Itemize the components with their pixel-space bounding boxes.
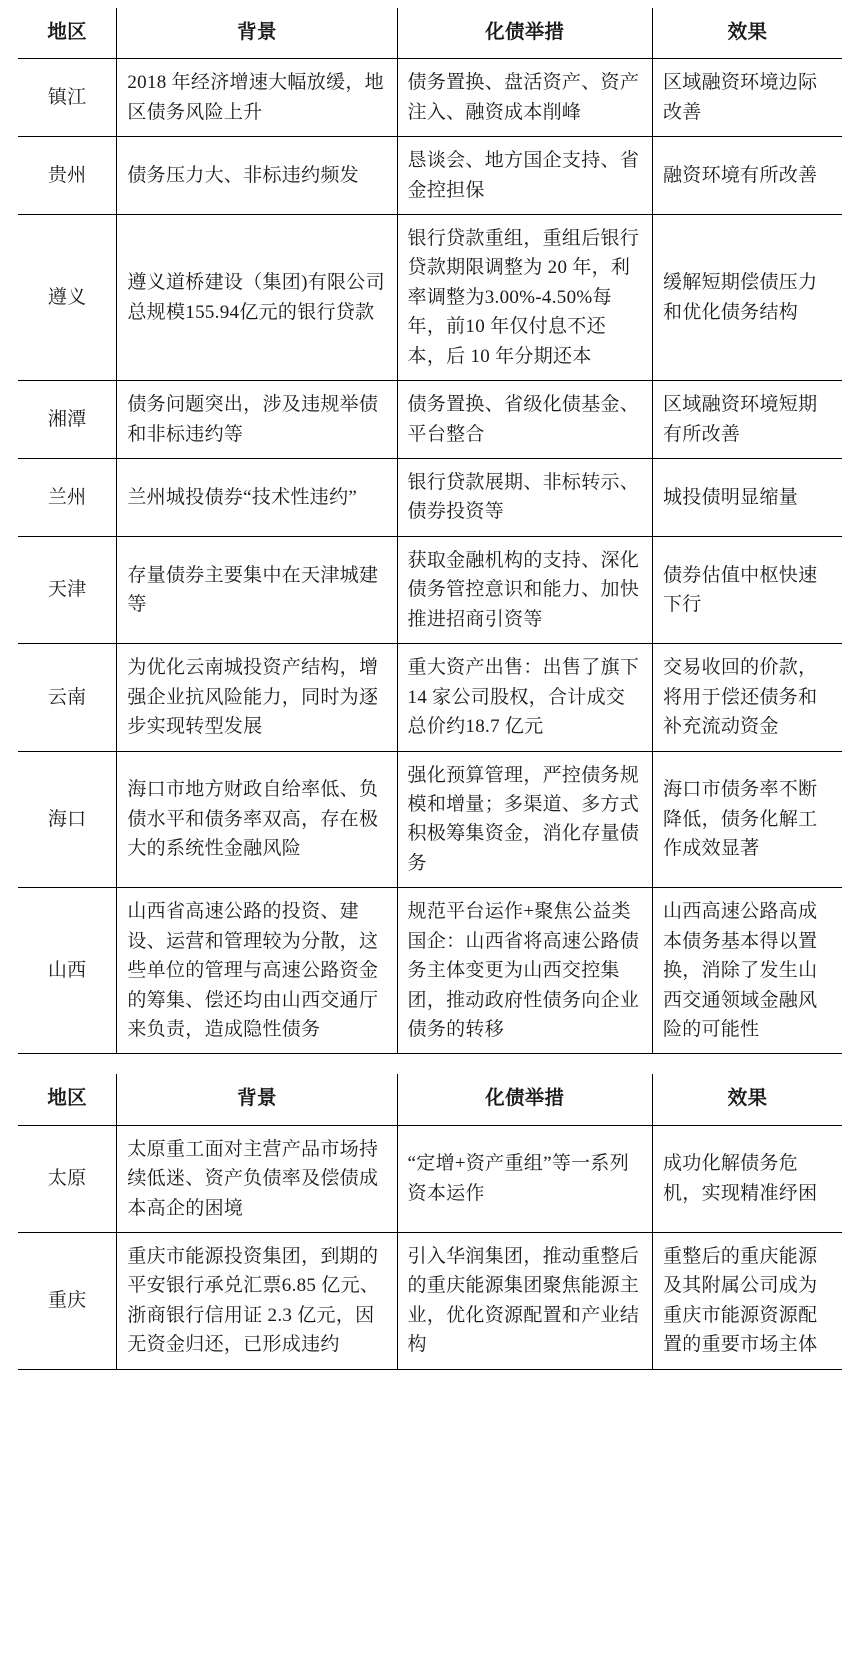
table-body-top — [18, 59, 842, 1054]
column-header-region: 地区 — [18, 8, 117, 59]
table-header-row — [18, 8, 842, 59]
cell-effect: 区域融资环境边际改善 — [652, 59, 842, 137]
table-row — [18, 381, 842, 459]
cell-action: 银行贷款重组，重组后银行贷款期限调整为 20 年，利率调整为3.00%-4.50%每年，前10 年仅付息不还本，后 10 年分期还本 — [397, 214, 652, 380]
cell-background: 存量债券主要集中在天津城建等 — [117, 536, 397, 643]
cell-region: 太原 — [18, 1125, 117, 1232]
table-row — [18, 1233, 842, 1370]
cell-effect: 山西高速公路高成本债务基本得以置换，消除了发生山西交通领域金融风险的可能性 — [652, 888, 842, 1054]
cell-action: 恳谈会、地方国企支持、省金控担保 — [397, 137, 652, 215]
column-header-action: 化债举措 — [397, 1074, 652, 1125]
cell-region: 云南 — [18, 644, 117, 751]
table-header-row — [18, 1074, 842, 1125]
table-row — [18, 459, 842, 537]
cell-region: 山西 — [18, 888, 117, 1054]
cell-effect: 城投债明显缩量 — [652, 459, 842, 537]
cell-background: 海口市地方财政自给率低、负债水平和债务率双高，存在极大的系统性金融风险 — [117, 751, 397, 888]
cell-region: 天津 — [18, 536, 117, 643]
cell-action: 重大资产出售：出售了旗下 14 家公司股权，合计成交总价约18.7 亿元 — [397, 644, 652, 751]
cell-region: 重庆 — [18, 1233, 117, 1370]
table-gap — [18, 1054, 842, 1074]
column-header-effect: 效果 — [652, 8, 842, 59]
table-row — [18, 1125, 842, 1232]
cell-region: 湘潭 — [18, 381, 117, 459]
cell-region: 镇江 — [18, 59, 117, 137]
table-row — [18, 536, 842, 643]
cell-background: 太原重工面对主营产品市场持续低迷、资产负债率及偿债成本高企的困境 — [117, 1125, 397, 1232]
cell-region: 贵州 — [18, 137, 117, 215]
cell-action: 银行贷款展期、非标转示、债券投资等 — [397, 459, 652, 537]
column-header-region: 地区 — [18, 1074, 117, 1125]
cell-effect: 重整后的重庆能源及其附属公司成为重庆市能源资源配置的重要市场主体 — [652, 1233, 842, 1370]
cell-effect: 成功化解债务危机，实现精准纾困 — [652, 1125, 842, 1232]
cell-background: 遵义道桥建设（集团)有限公司总规模155.94亿元的银行贷款 — [117, 214, 397, 380]
column-header-background: 背景 — [117, 1074, 397, 1125]
cell-effect: 融资环境有所改善 — [652, 137, 842, 215]
table-row — [18, 751, 842, 888]
table-row — [18, 137, 842, 215]
cell-action: 强化预算管理，严控债务规模和增量；多渠道、多方式积极筹集资金，消化存量债务 — [397, 751, 652, 888]
debt-resolution-table-part-2 — [18, 1074, 842, 1369]
cell-action: 引入华润集团，推动重整后的重庆能源集团聚焦能源主业，优化资源配置和产业结构 — [397, 1233, 652, 1370]
table-row — [18, 644, 842, 751]
cell-background: 债务问题突出，涉及违规举债和非标违约等 — [117, 381, 397, 459]
cell-action: 获取金融机构的支持、深化债务管控意识和能力、加快推进招商引资等 — [397, 536, 652, 643]
cell-action: “定增+资产重组”等一系列资本运作 — [397, 1125, 652, 1232]
debt-table-bottom — [18, 1074, 842, 1369]
debt-resolution-table-part-1 — [18, 8, 842, 1054]
cell-effect: 债券估值中枢快速下行 — [652, 536, 842, 643]
cell-background: 为优化云南城投资产结构，增强企业抗风险能力，同时为逐步实现转型发展 — [117, 644, 397, 751]
cell-background: 债务压力大、非标违约频发 — [117, 137, 397, 215]
table-header — [18, 8, 842, 59]
column-header-action: 化债举措 — [397, 8, 652, 59]
cell-region: 遵义 — [18, 214, 117, 380]
debt-table-top — [18, 8, 842, 1054]
cell-background: 山西省高速公路的投资、建设、运营和管理较为分散，这些单位的管理与高速公路资金的筹集、偿还均由山西交通厅来负责，造成隐性债务 — [117, 888, 397, 1054]
table-body-bottom — [18, 1125, 842, 1369]
cell-effect: 海口市债务率不断降低，债务化解工作成效显著 — [652, 751, 842, 888]
cell-action: 债务置换、盘活资产、资产注入、融资成本削峰 — [397, 59, 652, 137]
cell-effect: 缓解短期偿债压力和优化债务结构 — [652, 214, 842, 380]
cell-effect: 区域融资环境短期有所改善 — [652, 381, 842, 459]
cell-background: 2018 年经济增速大幅放缓，地区债务风险上升 — [117, 59, 397, 137]
table-row — [18, 214, 842, 380]
table-row — [18, 888, 842, 1054]
cell-background: 重庆市能源投资集团，到期的平安银行承兑汇票6.85 亿元、浙商银行信用证 2.3 亿元，因无资金归还，已形成违约 — [117, 1233, 397, 1370]
column-header-effect: 效果 — [652, 1074, 842, 1125]
cell-action: 规范平台运作+聚焦公益类国企：山西省将高速公路债务主体变更为山西交控集团，推动政府性债务向企业债务的转移 — [397, 888, 652, 1054]
cell-effect: 交易收回的价款，将用于偿还债务和补充流动资金 — [652, 644, 842, 751]
cell-region: 兰州 — [18, 459, 117, 537]
cell-background: 兰州城投债券“技术性违约” — [117, 459, 397, 537]
table-row — [18, 59, 842, 137]
cell-region: 海口 — [18, 751, 117, 888]
column-header-background: 背景 — [117, 8, 397, 59]
table-header-continued — [18, 1074, 842, 1125]
cell-action: 债务置换、省级化债基金、平台整合 — [397, 381, 652, 459]
